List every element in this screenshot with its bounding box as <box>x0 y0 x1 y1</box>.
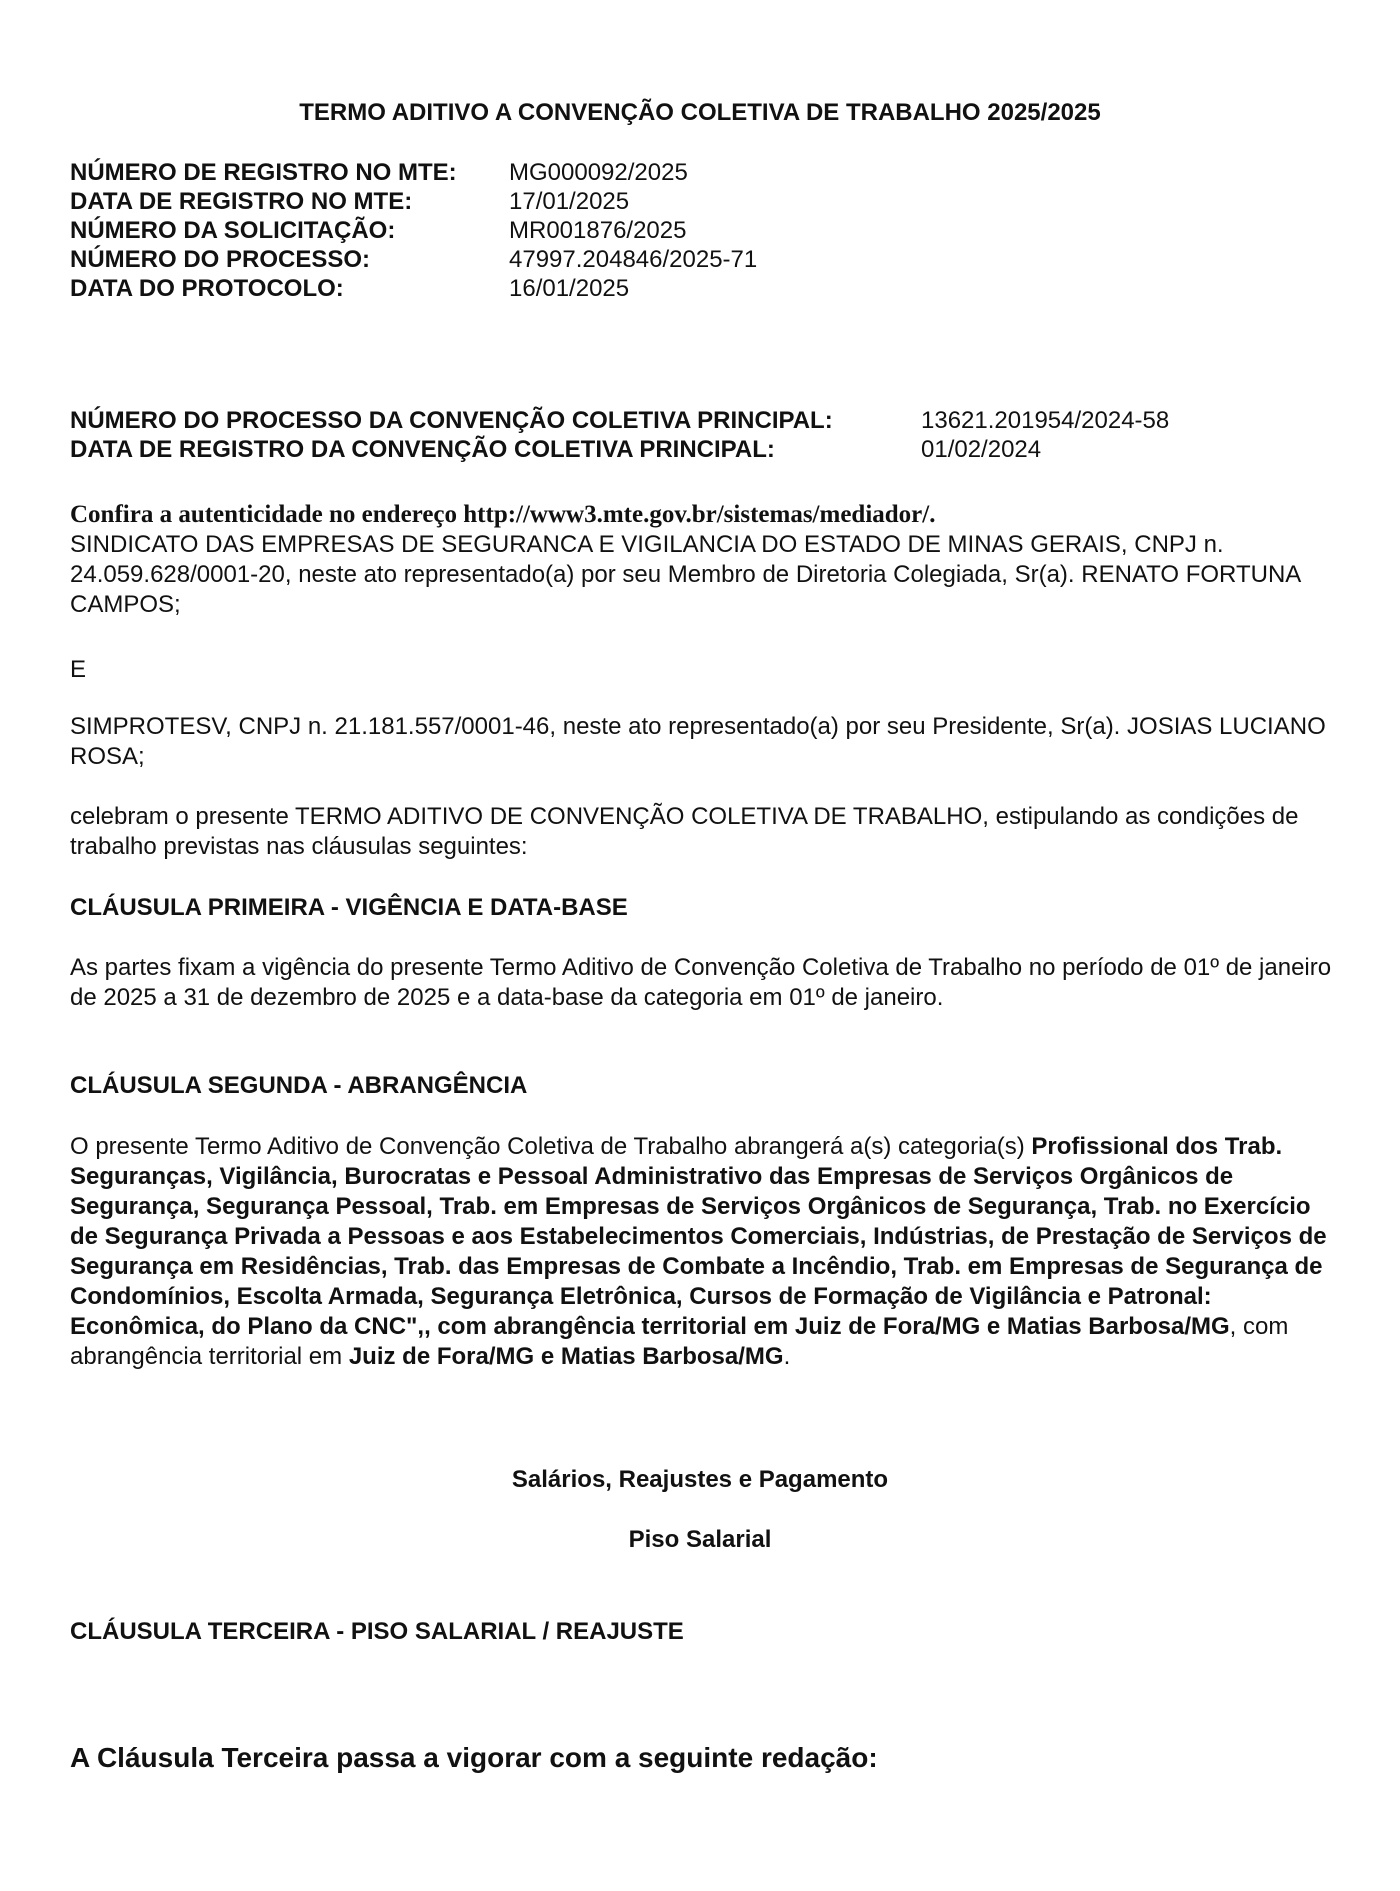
registration-row <box>70 187 757 216</box>
principal-convention-info <box>70 406 1169 464</box>
principal-row <box>70 406 1169 435</box>
subsection-title: Piso Salarial <box>628 1526 772 1553</box>
celebration-paragraph: celebram o presente TERMO ADITIVO DE CONVENÇÃO COLETIVA DE TRABALHO, estipulando as condições de trabalho previstas nas cláusulas seguintes: <box>70 803 1299 860</box>
registration-value: 16/01/2025 <box>509 275 630 302</box>
registration-info <box>70 158 757 303</box>
clause-1-heading: CLÁUSULA PRIMEIRA - VIGÊNCIA E DATA-BASE <box>70 894 628 921</box>
clause-3-heading: CLÁUSULA TERCEIRA - PISO SALARIAL / REAJUSTE <box>70 1618 684 1645</box>
principal-label: NÚMERO DO PROCESSO DA CONVENÇÃO COLETIVA PRINCIPAL: <box>70 407 833 434</box>
clause-2-intro: O presente Termo Aditivo de Convenção Coletiva de Trabalho abrangerá a(s) categoria(s) <box>70 1133 1032 1160</box>
clause-3-new-wording: A Cláusula Terceira passa a vigorar com a seguinte redação: <box>70 1742 878 1773</box>
clause-1-text: As partes fixam a vigência do presente Termo Aditivo de Convenção Coletiva de Trabalho no período de 01º de janeiro de 2025 a 31 de dezembro de 2025 e a data-base da categoria em 01º de janeiro. <box>70 954 1332 1011</box>
registration-label: DATA DO PROTOCOLO: <box>70 275 344 302</box>
clause-2-categories: Profissional dos Trab. Seguranças, Vigilância, Burocratas e Pessoal Administrativo das Empresas de Serviços Orgânicos de Segurança, Segurança Pessoal, Trab. em Empresas de Serviços Orgânicos de Segurança, Trab. no Exercício de Segurança Privada a Pessoas e aos Estabelecimentos Comerciais, Indústrias, de Prestação de Serviços de Segurança em Residências, Trab. das Empresas de Combate a Incêndio, Trab. em Empresas de Segurança de Condomínios, Escolta Armada, Segurança Eletrônica, Cursos de Formação de Vigilância e Patronal: Econômica, do Plano da CNC",, com abrangência territorial em Juiz de Fora/MG e Matias Barbosa/MG <box>70 1133 1327 1340</box>
principal-row <box>70 435 1169 464</box>
authenticity-notice: Confira a autenticidade no endereço http://www3.mte.gov.br/sistemas/mediador/. <box>70 501 936 528</box>
registration-label: NÚMERO DA SOLICITAÇÃO: <box>70 217 396 244</box>
document-title: TERMO ADITIVO A CONVENÇÃO COLETIVA DE TRABALHO 2025/2025 <box>299 99 1101 126</box>
registration-value: 47997.204846/2025-71 <box>509 246 758 273</box>
clause-2-end: . <box>783 1343 791 1370</box>
registration-row <box>70 274 757 303</box>
principal-value: 13621.201954/2024-58 <box>921 407 1170 434</box>
registration-value: MR001876/2025 <box>509 217 687 244</box>
registration-label: DATA DE REGISTRO NO MTE: <box>70 188 413 215</box>
registration-row <box>70 245 757 274</box>
party-employee-union: SIMPROTESV, CNPJ n. 21.181.557/0001-46, neste ato representado(a) por seu Presidente, Sr(a). JOSIAS LUCIANO ROSA; <box>70 713 1326 770</box>
clause-2-heading: CLÁUSULA SEGUNDA - ABRANGÊNCIA <box>70 1072 528 1099</box>
section-title: Salários, Reajustes e Pagamento <box>511 1466 889 1493</box>
party-employer: SINDICATO DAS EMPRESAS DE SEGURANCA E VIGILANCIA DO ESTADO DE MINAS GERAIS, CNPJ n. 24.059.628/0001-20, neste ato representado(a) por seu Membro de Diretoria Colegiada, Sr(a). RENATO FORTUNA CAMPOS; <box>70 531 1300 618</box>
registration-label: NÚMERO DE REGISTRO NO MTE: <box>70 159 457 186</box>
party-conjunction: E <box>70 656 87 683</box>
principal-label: DATA DE REGISTRO DA CONVENÇÃO COLETIVA PRINCIPAL: <box>70 436 775 463</box>
clause-2-text <box>70 1132 1332 1372</box>
registration-row <box>70 216 757 245</box>
clause-2-territory: Juiz de Fora/MG e Matias Barbosa/MG <box>348 1343 784 1370</box>
registration-value: MG000092/2025 <box>509 159 688 186</box>
registration-row <box>70 158 757 187</box>
registration-label: NÚMERO DO PROCESSO: <box>70 246 371 273</box>
principal-value: 01/02/2024 <box>921 436 1042 463</box>
registration-value: 17/01/2025 <box>509 188 630 215</box>
clause-2-middle: , com abrangência territorial em <box>70 1313 1289 1370</box>
